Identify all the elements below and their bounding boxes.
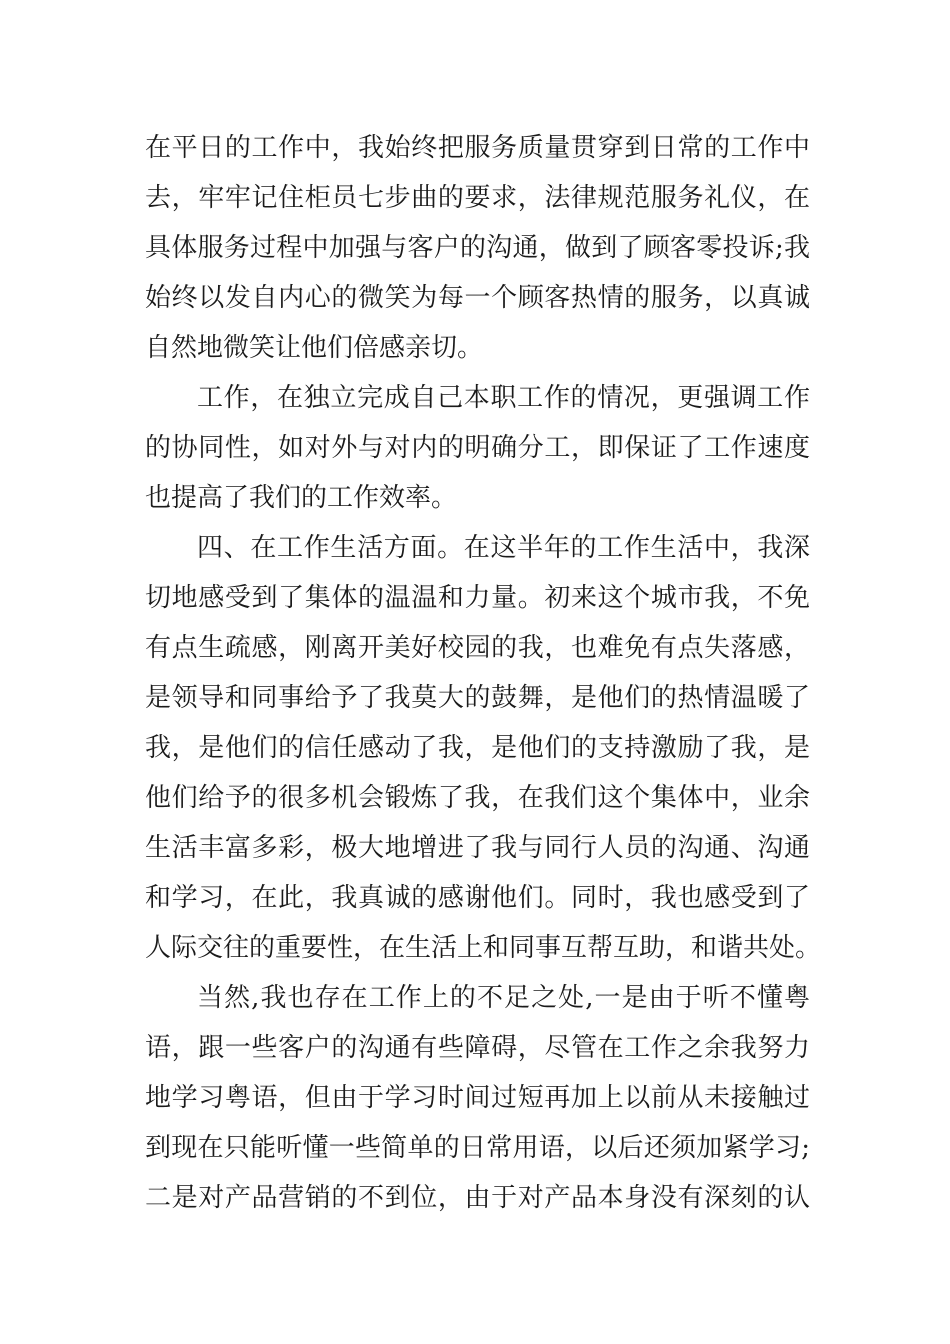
text-line: 人际交往的重要性，在生活上和同事互帮互助，和谐共处。 xyxy=(145,933,822,963)
text-line: 切地感受到了集体的温温和力量。初来这个城市我，不免 xyxy=(145,583,810,613)
text-line: 去，牢牢记住柜员七步曲的要求，法律规范服务礼仪，在 xyxy=(145,183,810,213)
text-line: 具体服务过程中加强与客户的沟通，做到了顾客零投诉;我 xyxy=(145,233,810,263)
paragraph-first-line: 工作，在独立完成自己本职工作的情况，更强调工作 xyxy=(197,383,810,413)
text-line: 和学习，在此，我真诚的感谢他们。同时，我也感受到了 xyxy=(145,883,810,913)
text-line: 在平日的工作中，我始终把服务质量贯穿到日常的工作中 xyxy=(145,133,810,163)
paragraph-first-line: 四、在工作生活方面。在这半年的工作生活中，我深 xyxy=(197,533,810,563)
text-line: 有点生疏感，刚离开美好校园的我，也难免有点失落感， xyxy=(145,633,810,663)
text-line: 地学习粤语，但由于学习时间过短再加上以前从未接触过 xyxy=(145,1083,810,1113)
text-line: 也提高了我们的工作效率。 xyxy=(145,483,458,513)
text-line: 我，是他们的信任感动了我，是他们的支持激励了我，是 xyxy=(145,733,810,763)
text-line: 自然地微笑让他们倍感亲切。 xyxy=(145,333,484,363)
text-line: 到现在只能听懂一些简单的日常用语，以后还须加紧学习; xyxy=(145,1133,810,1163)
text-line: 生活丰富多彩，极大地增进了我与同行人员的沟通、沟通 xyxy=(145,833,810,863)
paragraph-first-line: 当然,我也存在工作上的不足之处,一是由于听不懂粤 xyxy=(197,983,810,1013)
text-line: 始终以发自内心的微笑为每一个顾客热情的服务，以真诚 xyxy=(145,283,810,313)
text-line: 他们给予的很多机会锻炼了我，在我们这个集体中，业余 xyxy=(145,783,810,813)
text-line: 二是对产品营销的不到位，由于对产品本身没有深刻的认 xyxy=(145,1183,810,1213)
text-line: 的协同性，如对外与对内的明确分工，即保证了工作速度 xyxy=(145,433,810,463)
text-line: 是领导和同事给予了我莫大的鼓舞，是他们的热情温暖了 xyxy=(145,683,810,713)
text-line: 语，跟一些客户的沟通有些障碍，尽管在工作之余我努力 xyxy=(145,1033,810,1063)
